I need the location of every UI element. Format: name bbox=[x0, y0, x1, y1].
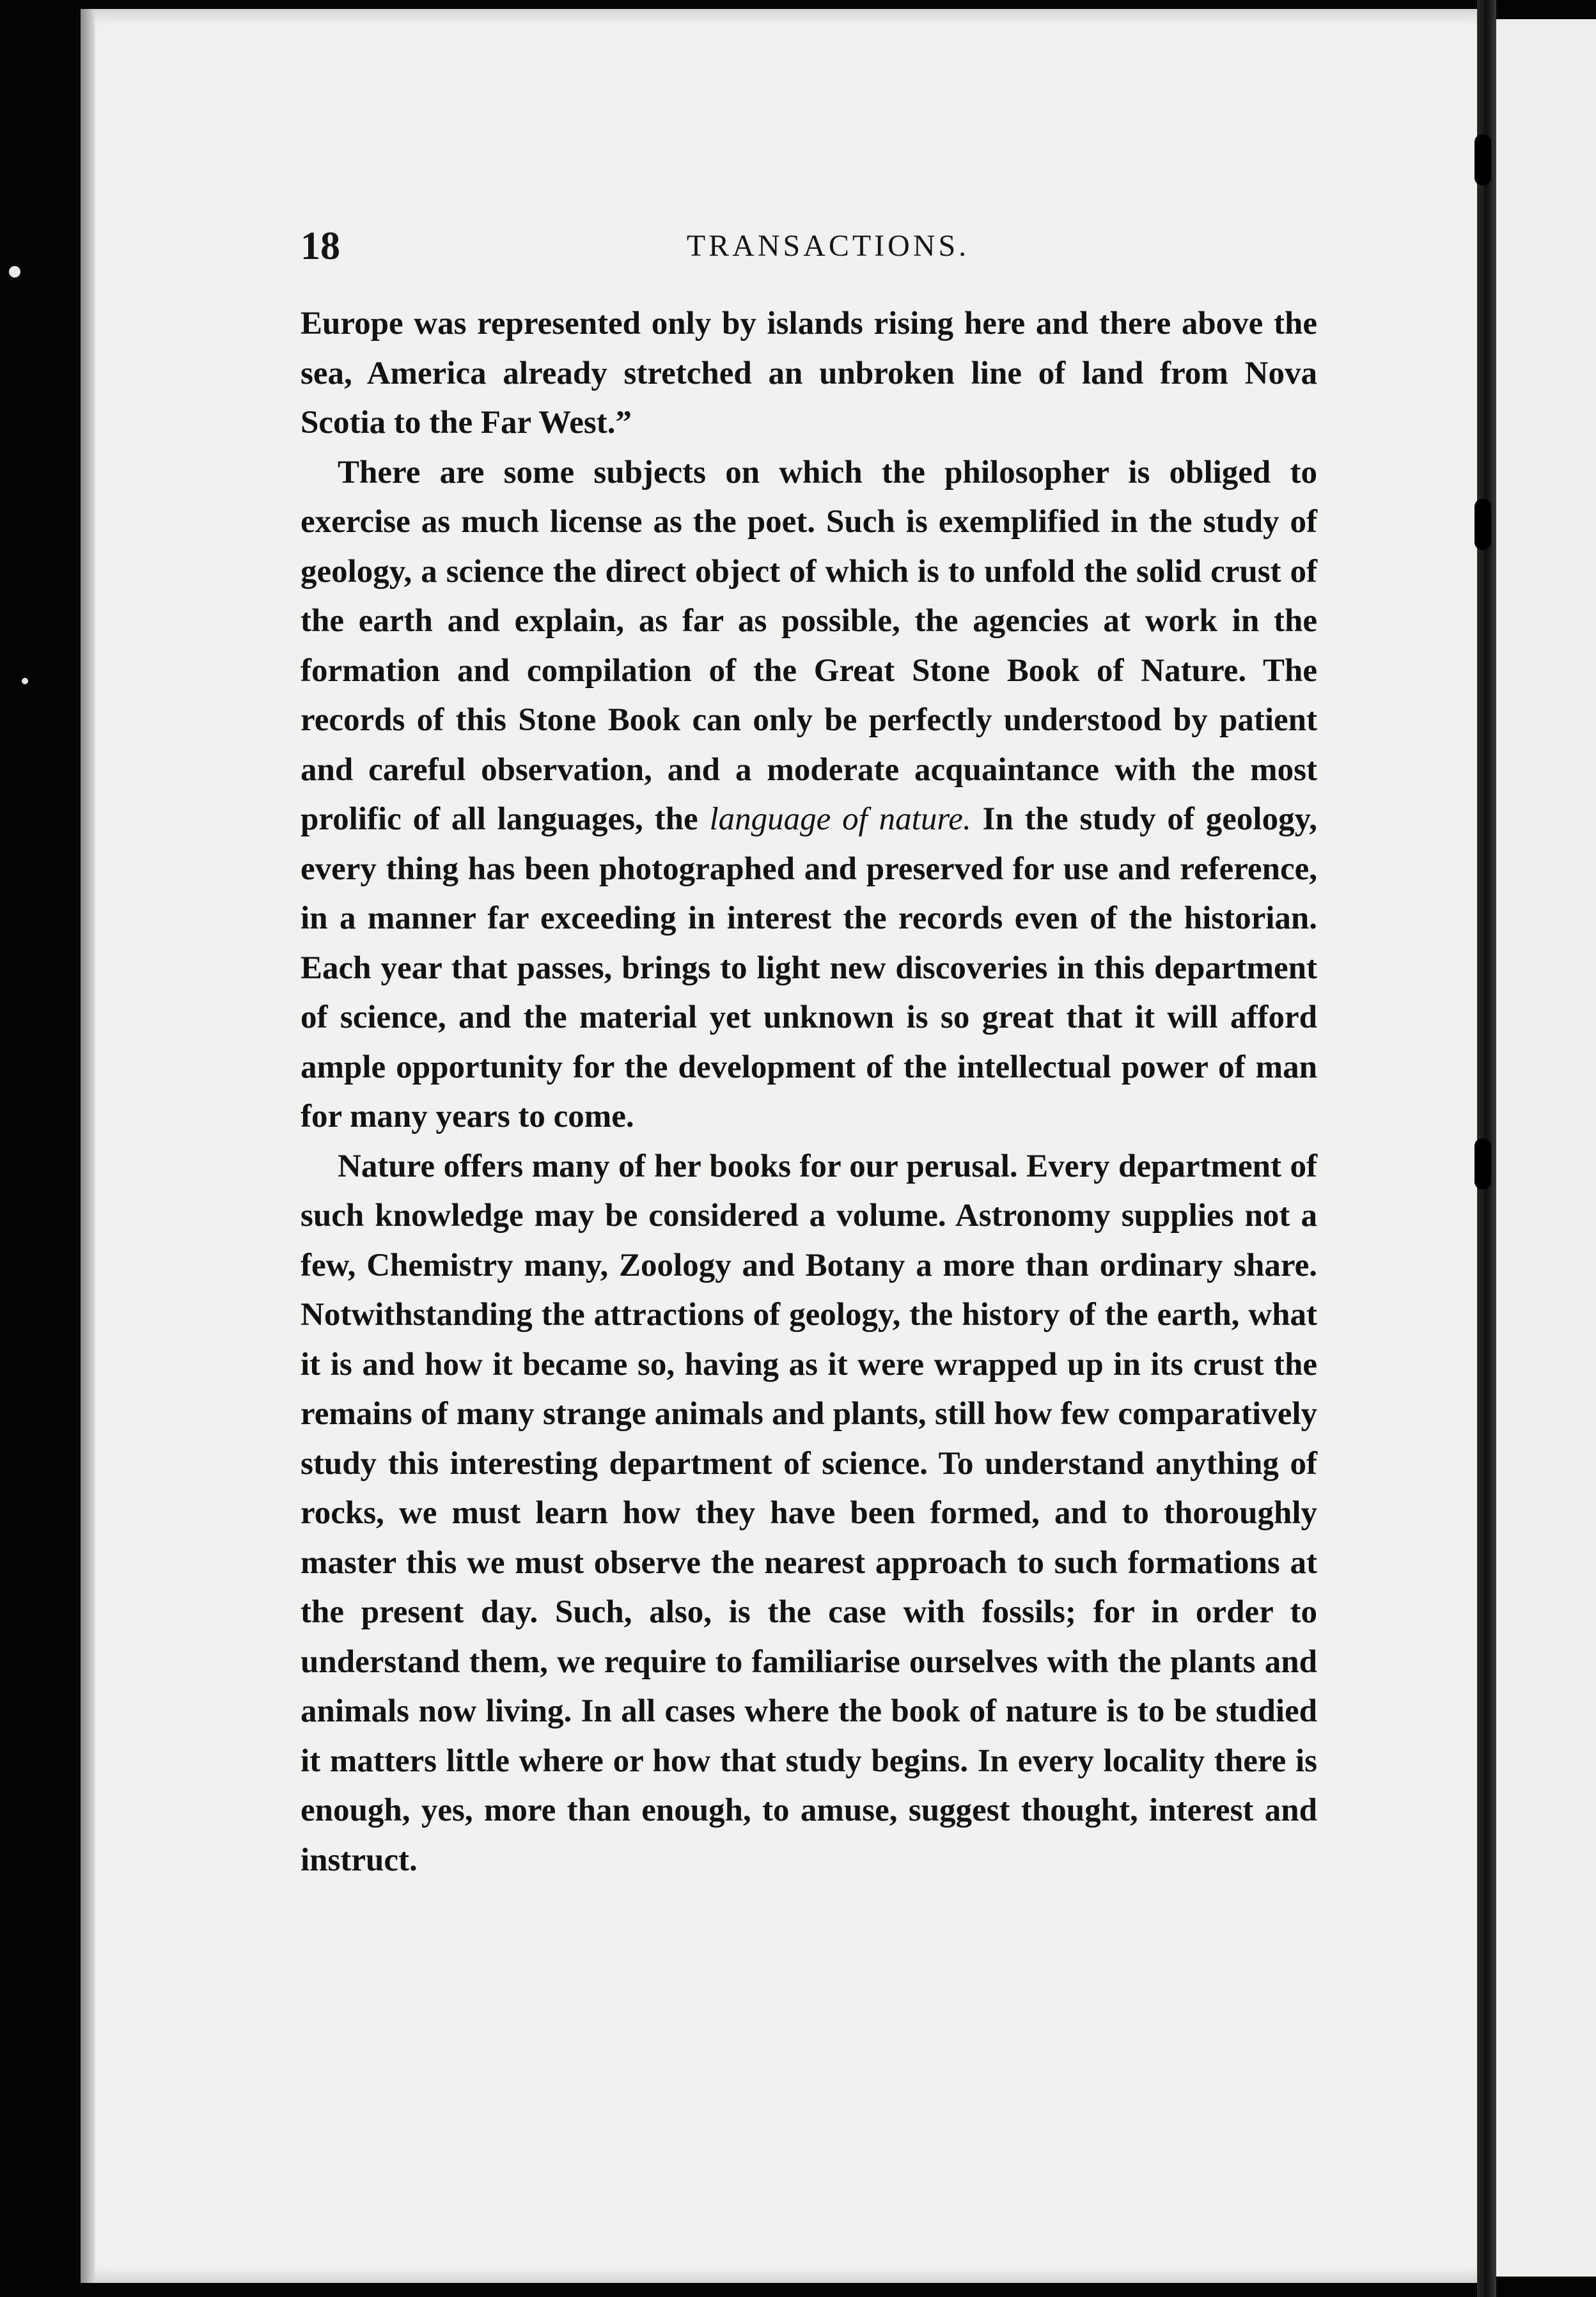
running-title: TRANSACTIONS. bbox=[686, 229, 970, 263]
running-head bbox=[301, 217, 1317, 275]
paragraph-2-text-b: In the study of geology, every thing has been photographed and preserved for use and reference, in a manner far exceeding in interest the records even of the historian. Each year that passes, brings to light new discoveries in this department of science, and the material yet unknown is so great that it will afford ample opportunity for the development of the intellectual power of man for many years to come. bbox=[301, 801, 1318, 1134]
binding-stitch bbox=[1475, 499, 1491, 550]
page-edge-shadow bbox=[81, 9, 95, 2283]
scan-speck bbox=[22, 678, 28, 684]
paragraph-1: Europe was represented only by islands rising here and there above the sea, America already stretched an unbroken line of land from Nova Scotia to the Far West.” bbox=[301, 306, 1317, 441]
binding-stitch bbox=[1475, 134, 1491, 185]
facing-page-edge bbox=[1496, 19, 1596, 2277]
paragraph-2-text-a: There are some subjects on which the philosopher is obliged to exercise as much license as the poet. Such is exemplified in the study of geology, a science the direct object of which is to unfold the solid crust of the earth and explain, as far as possible, the agencies at work in the formation and compilation of the Great Stone Book of Nature. The records of this Stone Book can only be perfectly understood by patient and careful observation, and a moderate acquaintance with the most prolific of all languages, the bbox=[301, 454, 1317, 837]
paragraph-2 bbox=[301, 448, 1317, 1142]
paragraph-2-italic-phrase: language of nature. bbox=[709, 801, 971, 837]
scan-speck bbox=[9, 266, 20, 278]
paragraph-3: Nature offers many of her books for our perusal. Every department of such knowledge may be considered a volume. Astronomy supplies not a few, Chemistry many, Zoology and Botany a more than ordinary share. Notwithstanding the attractions of geology, the history of the earth, what it is and how it became so, having as it were wrapped up in its crust the remains of many strange animals and plants, still how few comparatively study this interesting department of science. To understand anything of rocks, we must learn how they have been formed, and to thoroughly master this we must observe the nearest approach to such formations at the present day. Such, also, is the case with fossils; for in order to understand them, we require to familiarise ourselves with the plants and animals now living. In all cases where the book of nature is to be studied it matters little where or how that study begins. In every locality there is enough, yes, more than enough, to amuse, suggest thought, interest and instruct. bbox=[301, 1148, 1317, 1878]
binding-stitch bbox=[1475, 1138, 1491, 1189]
body-text bbox=[301, 299, 1317, 1885]
page-number: 18 bbox=[301, 224, 340, 268]
